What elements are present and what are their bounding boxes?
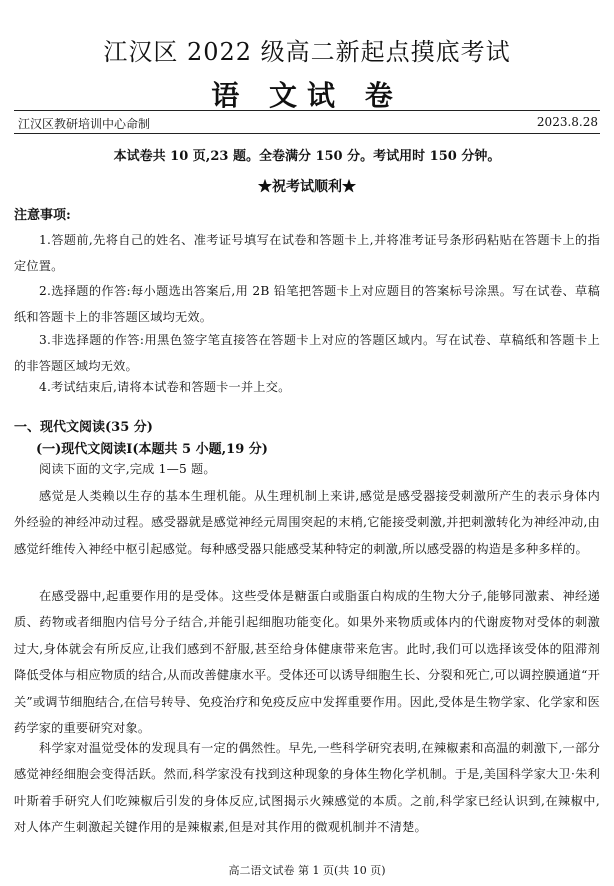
exam-info: 本试卷共 10 页,23 题。全卷满分 150 分。考试用时 150 分钟。 — [113, 149, 501, 164]
reading-paragraph: 在感受器中,起重要作用的是受体。这些受体是糖蛋白或脂蛋白构成的生物大分子,能够同激素、神经递质、药物或者细胞内信号分子结合,并能引起细胞功能变化。如果外来物质或体内的代谢废物对受体的刺激过大,身体就会有所反应,让我们感到不舒服,甚至给身体健康带来危害。此时,我们可以选择该受体的阻滞剂降低受体与相应物质的结合,从而改善健康水平。受体还可以诱导细胞生长、分裂和死亡,可以调控膜通道“开关”或调节细胞结合,在信号转导、免疫治疗和免疫反应中发挥重要作用。因此,受体是生物学家、化学家和医药学家的重要研究对象。 — [14, 589, 600, 736]
reading-instruction: 阅读下面的文字,完成 1—5 题。 — [39, 462, 216, 476]
header-rule-top — [14, 110, 600, 111]
note-item: 2.选择题的作答:每小题选出答案后,用 2B 铅笔把答题卡上对应题目的答案标号涂黑。写在试卷、草稿纸和答题卡上的非答题区域均无效。 — [14, 284, 600, 325]
exam-date: 2023.8.28 — [536, 115, 598, 129]
issuer: 江汉区教研培训中心命制 — [18, 117, 151, 131]
exam-subtitle: 语 文试 卷 — [211, 79, 403, 112]
notes-title: 注意事项: — [14, 208, 71, 223]
section-subtitle: (一)现代文阅读Ⅰ(本题共 5 小题,19 分) — [36, 442, 268, 457]
reading-paragraph: 感觉是人类赖以生存的基本生理机能。从生理机制上来讲,感觉是感受器接受刺激所产生的表示身体内外经验的神经冲动过程。感受器就是感觉神经元周围突起的末梢,它能接受刺激,并把刺激转化为神经冲动,由感觉纤维传入神经中枢引起感觉。每种感受器只能感受某种特定的刺激,所以感受器的构造是多种多样的。 — [14, 489, 600, 556]
note-item: 3.非选择题的作答:用黑色签字笔直接答在答题卡上对应的答题区域内。写在试卷、草稿纸和答题卡上的非答题区域均无效。 — [14, 333, 600, 374]
header-rule-bottom — [14, 133, 600, 134]
page-footer: 高二语文试卷 第 1 页(共 10 页) — [228, 864, 386, 877]
exam-title: 江汉区 2022 级高二新起点摸底考试 — [103, 38, 511, 66]
note-item: 4.考试结束后,请将本试卷和答题卡一并上交。 — [39, 380, 291, 394]
section-title: 一、现代文阅读(35 分) — [14, 420, 153, 435]
reading-paragraph: 科学家对温觉受体的发现具有一定的偶然性。早先,一些科学研究表明,在辣椒素和高温的刺激下,一部分感觉神经细胞会变得活跃。然而,科学家没有找到这种现象的身体生物化学机制。于是,美国科学家大卫·朱利叶斯着手研究人们吃辣椒后引发的身体反应,试图揭示火辣感觉的本质。之前,科学家已经认识到,在辣椒中,对人体产生刺激起关键作用的是辣椒素,但是对其作用的微观机制并不清楚。 — [14, 741, 600, 835]
note-item: 1.答题前,先将自己的姓名、准考证号填写在试卷和答题卡上,并将准考证号条形码粘贴在答题卡上的指定位置。 — [14, 233, 600, 274]
good-luck-banner: ★祝考试顺利★ — [258, 179, 356, 195]
